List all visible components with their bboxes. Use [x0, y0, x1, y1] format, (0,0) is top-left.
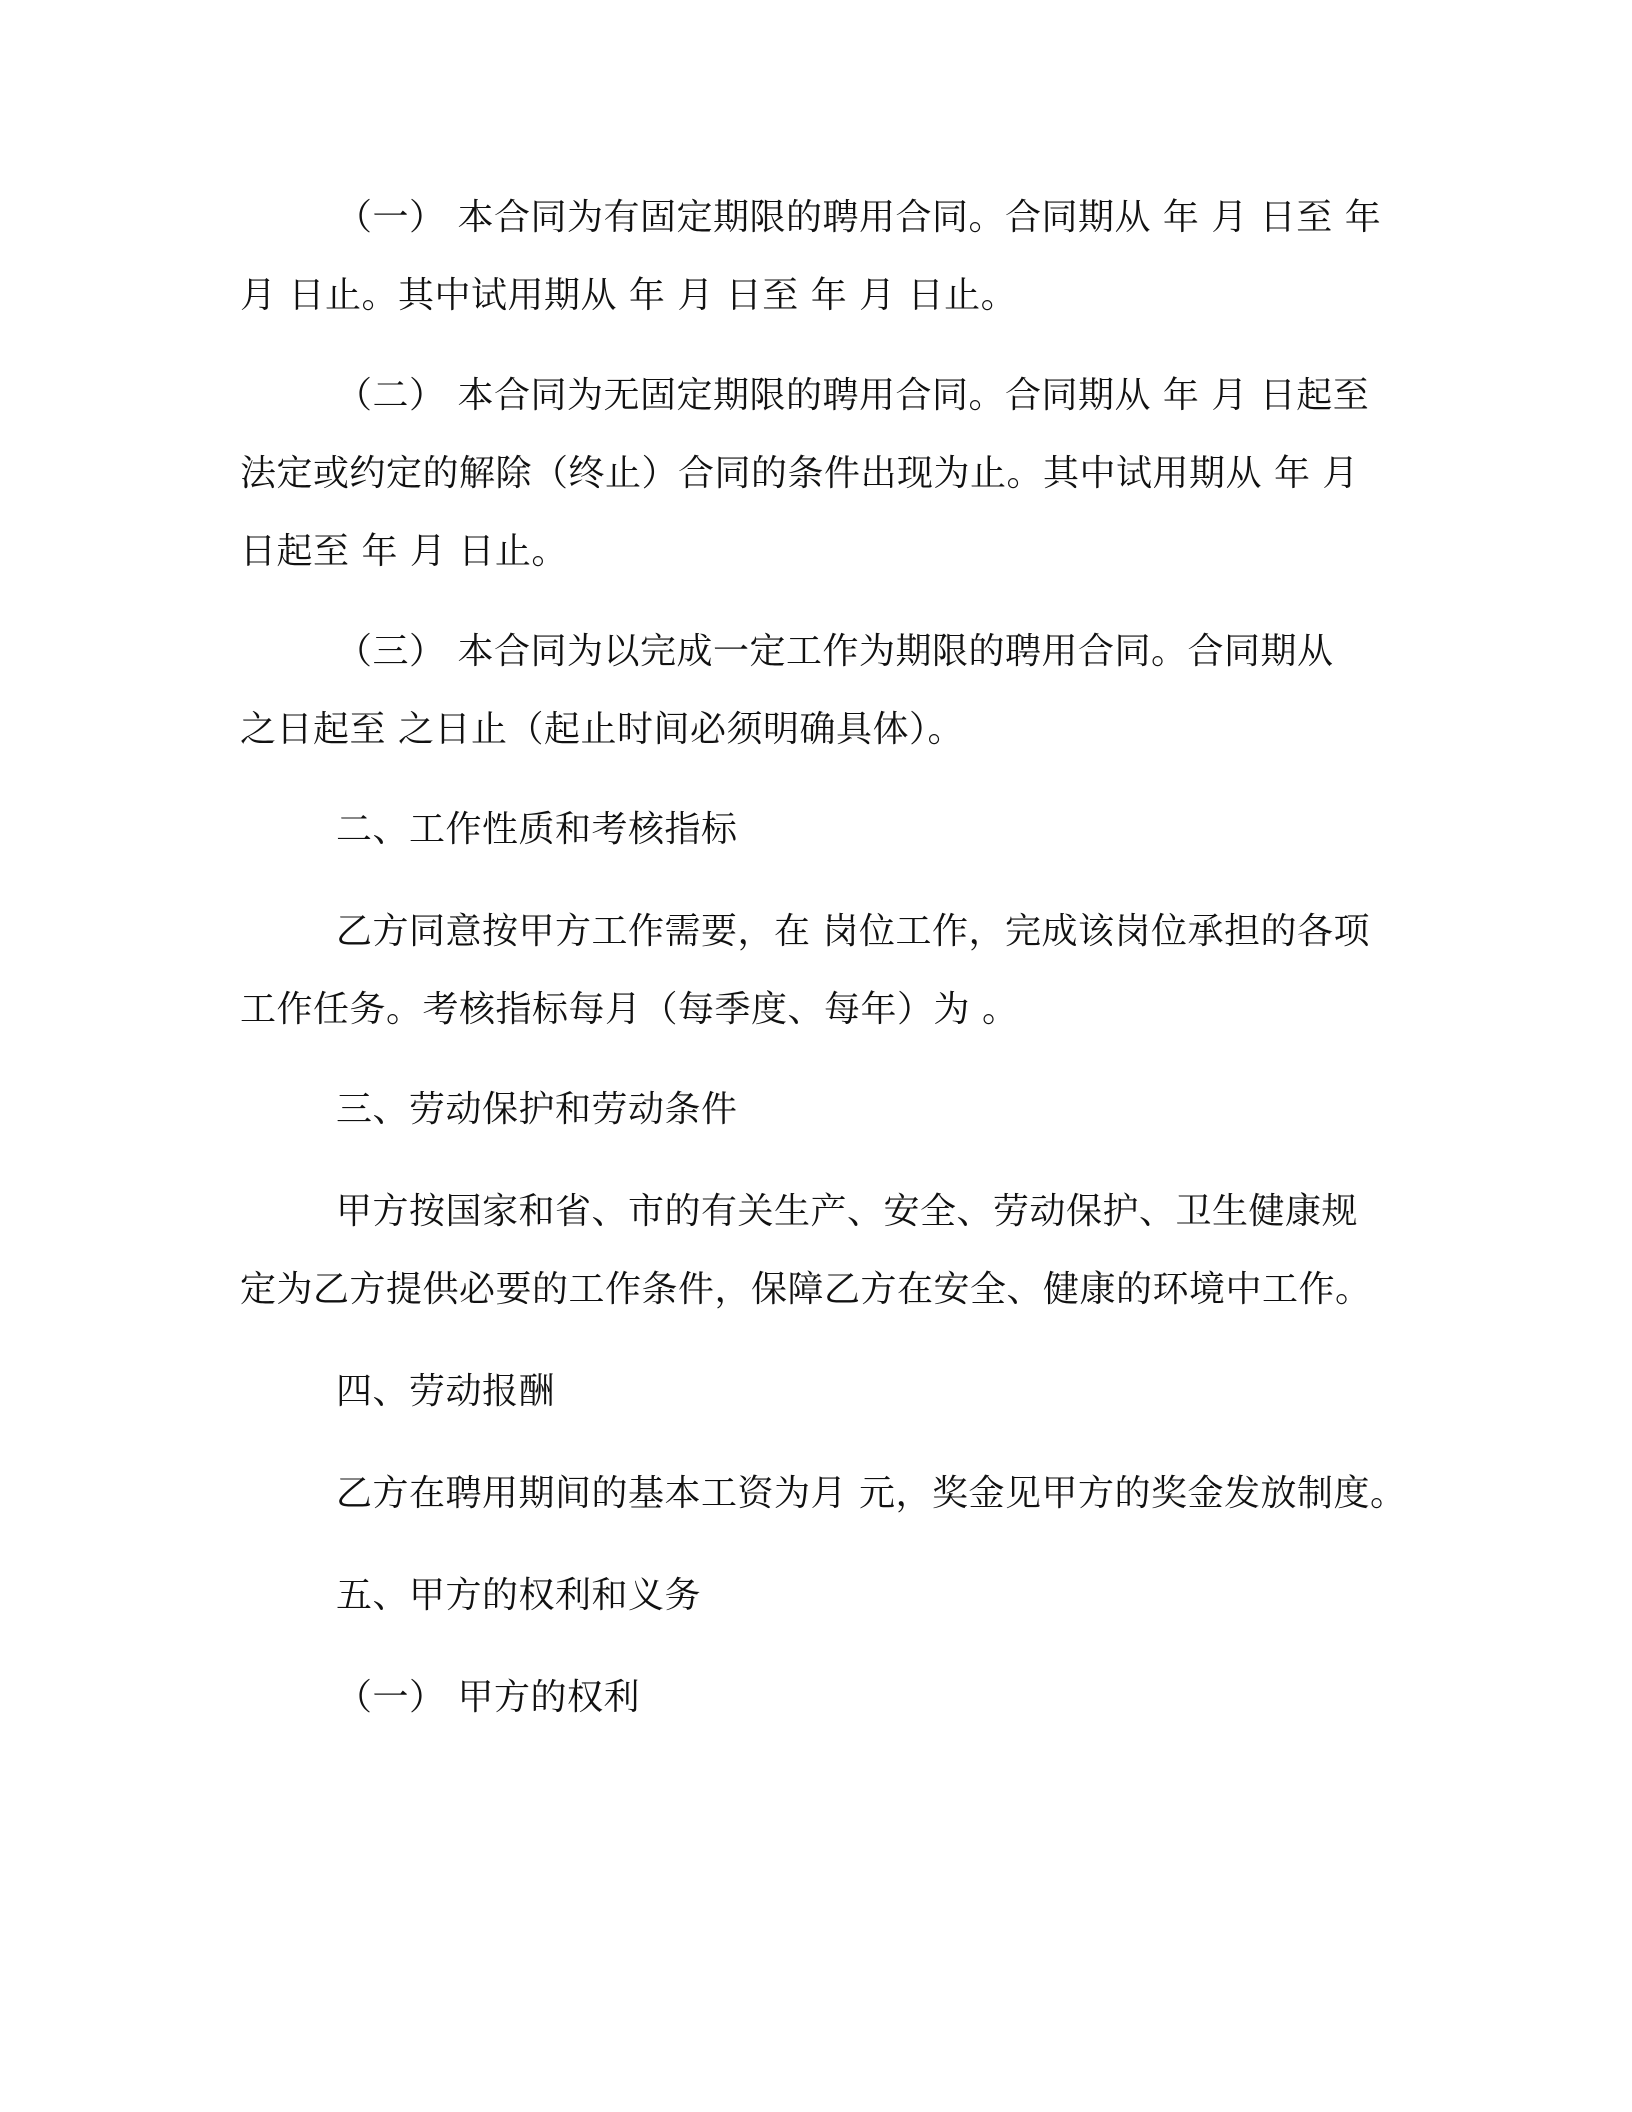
section-4-body-line-1: 乙方在聘用期间的基本工资为月 元，奖金见甲方的奖金发放制度。 — [336, 1473, 1407, 1514]
clause-1-3-line-1: （三） 本合同为以完成一定工作为期限的聘用合同。合同期从 — [336, 631, 1334, 672]
section-3-heading: 三、劳动保护和劳动条件 — [336, 1089, 738, 1130]
section-5-subheading-1: （一） 甲方的权利 — [336, 1677, 640, 1718]
section-3-body-line-1: 甲方按国家和省、市的有关生产、安全、劳动保护、卫生健康规 — [336, 1191, 1359, 1232]
clause-1-1-line-2: 月 日止。其中试用期从 年 月 日至 年 月 日止。 — [240, 275, 1018, 316]
clause-1-3-line-2: 之日起至 之日止（起止时间必须明确具体）。 — [240, 709, 964, 750]
section-2-heading: 二、工作性质和考核指标 — [336, 809, 738, 850]
clause-1-2-line-1: （二） 本合同为无固定期限的聘用合同。合同期从 年 月 日起至 — [336, 375, 1370, 416]
section-2-body-line-2: 工作任务。考核指标每月（每季度、每年）为 。 — [240, 989, 1019, 1030]
section-5-heading: 五、甲方的权利和义务 — [336, 1575, 702, 1616]
clause-1-2-line-2: 法定或约定的解除（终止）合同的条件出现为止。其中试用期从 年 月 — [240, 453, 1359, 494]
section-3-body-line-2: 定为乙方提供必要的工作条件，保障乙方在安全、健康的环境中工作。 — [240, 1269, 1372, 1310]
section-2-body-line-1: 乙方同意按甲方工作需要，在 岗位工作，完成该岗位承担的各项 — [336, 911, 1370, 952]
clause-1-1-line-1: （一） 本合同为有固定期限的聘用合同。合同期从 年 月 日至 年 — [336, 197, 1382, 238]
section-4-heading: 四、劳动报酬 — [336, 1371, 556, 1412]
clause-1-2-line-3: 日起至 年 月 日止。 — [240, 531, 568, 572]
